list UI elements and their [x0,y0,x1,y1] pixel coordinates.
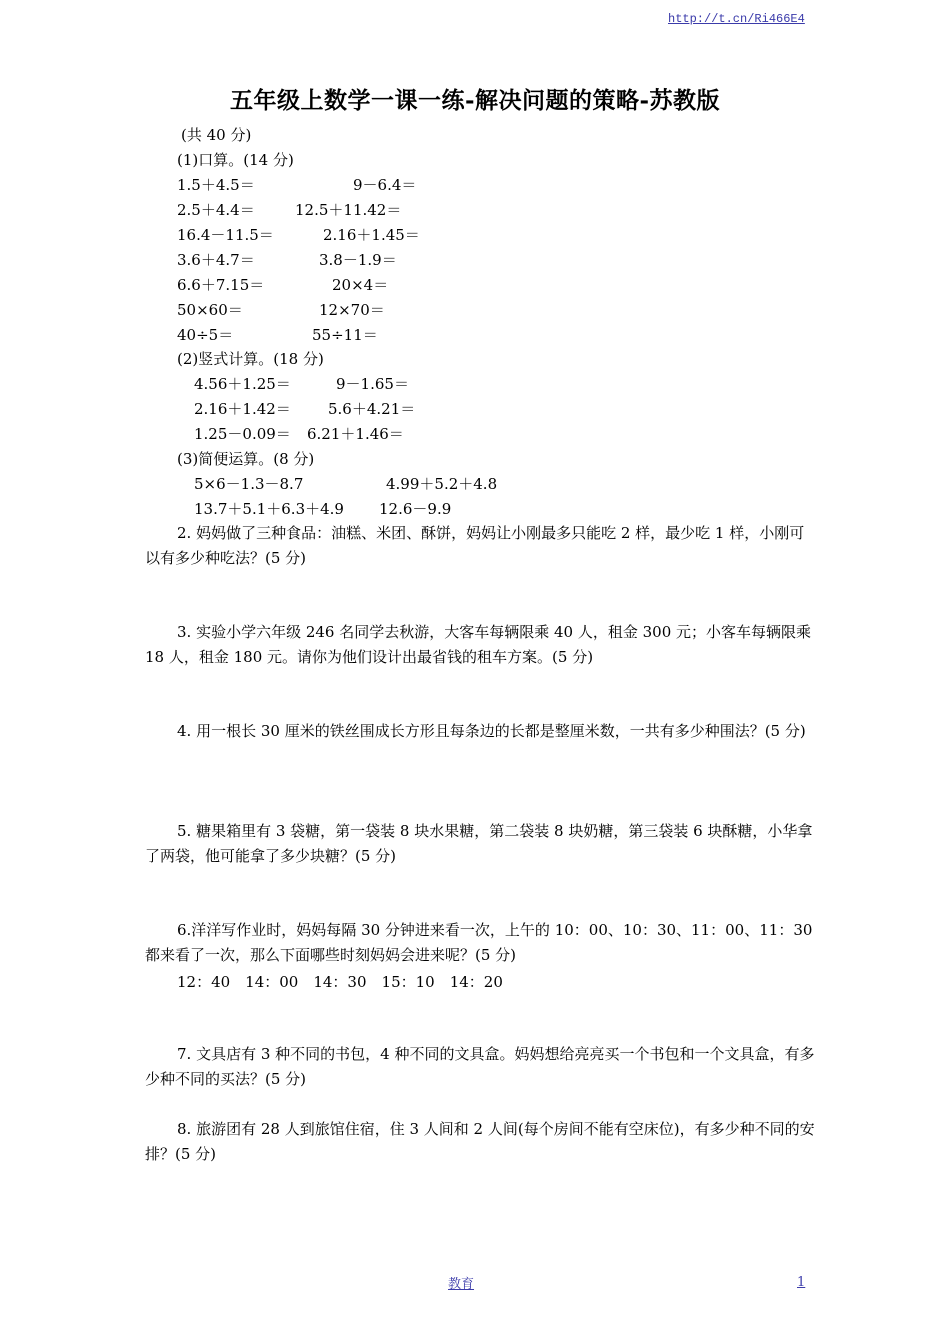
question-7: 7. 文具店有 3 种不同的书包，4 种不同的文具盒。妈妈想给亮亮买一个书包和一个文具盒，有多少种不同的买法？(5 分) [145,1045,815,1088]
calc-item: 6.6＋7.15＝ [177,276,265,294]
calc-item: 5×6－1.3－8.7 [194,475,304,493]
calc-item: 13.7＋5.1＋6.3＋4.9 [194,500,344,518]
question-6: 6.洋洋写作业时，妈妈每隔 30 分钟进来看一次，上午的 10：00、10：30、11：00、11：30 都来看了一次，那么下面哪些时刻妈妈会进来呢？(5 分) [145,921,813,964]
calc-item: 2.16＋1.45＝ [323,226,420,244]
section2-heading: (2)竖式计算。(18 分) [177,350,324,368]
calc-item: 12.5＋11.42＝ [295,201,402,219]
calc-item: 16.4－11.5＝ [177,226,274,244]
question-4: 4. 用一根长 30 厘米的铁丝围成长方形且每条边的长都是整厘米数，一共有多少种围法？(5 分) [177,722,806,740]
calc-item: 9－6.4＝ [353,176,417,194]
calc-item: 4.99＋5.2＋4.8 [386,475,498,493]
calc-item: 4.56＋1.25＝ [194,375,291,393]
calc-item: 12.6－9.9 [379,500,452,518]
calc-item: 1.5＋4.5＝ [177,176,255,194]
question-3: 3. 实验小学六年级 246 名同学去秋游，大客车每辆限乘 40 人，租金 300 元；小客车每辆限乘 18 人，租金 180 元。请你为他们设计出最省钱的租车方案。(5 分) [145,623,812,666]
calc-item: 2.16＋1.42＝ [194,400,291,418]
calc-item: 9－1.65＝ [336,375,409,393]
question-6-times: 12：40 14：00 14：30 15：10 14：20 [177,973,503,991]
question-2: 2. 妈妈做了三种食品：油糕、米团、酥饼，妈妈让小刚最多只能吃 2 样，最少吃 1 样，小刚可以有多少种吃法？(5 分) [145,524,805,567]
calc-item: 2.5＋4.4＝ [177,201,255,219]
calc-item: 6.21＋1.46＝ [307,425,404,443]
page-title: 五年级上数学一课一练-解决问题的策略-苏教版 [229,87,721,114]
question-8: 8. 旅游团有 28 人到旅馆住宿，住 3 人间和 2 人间(每个房间不能有空床位)，有多少种不同的安排？(5 分) [145,1120,815,1163]
section3-heading: (3)简便运算。(8 分) [177,450,315,468]
calc-item: 50×60＝ [177,301,243,319]
calc-item: 12×70＝ [319,301,385,319]
total-score: (共 40 分) [181,126,252,144]
section1-heading: (1)口算。(14 分) [177,151,294,169]
calc-item: 55÷11＝ [312,326,378,344]
question-5: 5. 糖果箱里有 3 袋糖，第一袋装 8 块水果糖，第二袋装 8 块奶糖，第三袋装 6 块酥糖，小华拿了两袋，他可能拿了多少块糖？(5 分) [145,822,813,865]
footer-link[interactable]: 教育 [448,1277,475,1292]
calc-item: 3.8－1.9＝ [319,251,397,269]
calc-item: 20×4＝ [332,276,389,294]
calc-item: 5.6＋4.21＝ [328,400,416,418]
calc-item: 3.6＋4.7＝ [177,251,255,269]
calc-item: 1.25－0.09＝ [194,425,291,443]
header-link[interactable]: http://t.cn/Ri466E4 [668,12,805,26]
page-number[interactable]: 1 [797,1275,806,1290]
calc-item: 40÷5＝ [177,326,234,344]
